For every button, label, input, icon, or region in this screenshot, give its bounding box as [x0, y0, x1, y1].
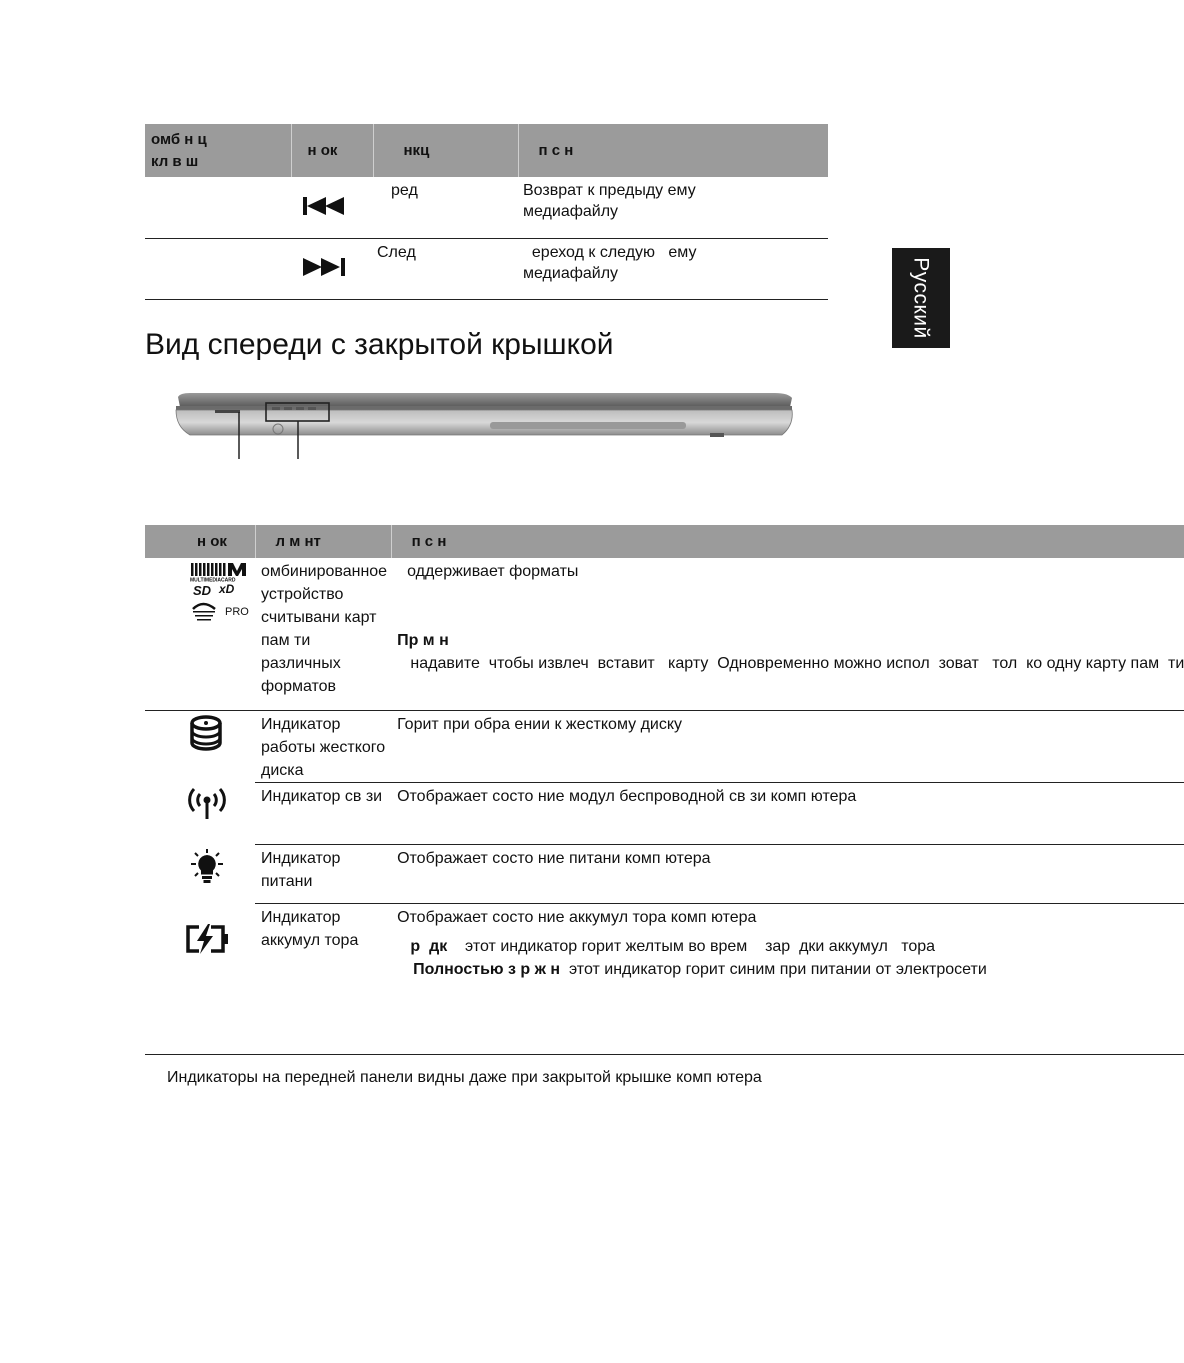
description-text: оддерживает форматы Пр м н надавите чтобы извлеч вставит карту Одновременно можно испол зоват тол ко одну карту пам ти: [391, 558, 1184, 710]
full-charge-note: Полностью з р ж н этот индикатор горит синим при питании от электросети: [413, 960, 987, 978]
element-label: Индикатор питани: [261, 849, 341, 890]
description-text: Возврат к предыду ему медиафайлу: [523, 182, 696, 220]
svg-text:PRO: PRO: [225, 606, 249, 618]
laptop-front-illustration: [170, 385, 800, 465]
table-row: [145, 177, 828, 238]
table-row: [145, 844, 1184, 903]
next-track-icon: [291, 238, 373, 299]
wireless-icon: [145, 782, 255, 844]
page-title: Вид спереди с закрытой крышкой: [145, 328, 614, 361]
header-element: л м нт: [255, 525, 391, 558]
description-text: Отображает состо ние модул беспроводной св зи комп ютера: [397, 787, 857, 805]
element-label: Индикатор работы жесткого диска: [261, 715, 386, 779]
svg-text:xD: xD: [219, 582, 235, 596]
description-text: Отображает состо ние аккумул тора комп ютера р дк этот индикатор горит желтым во врем зар дки аккумул тора Полностью з р ж н этот индикатор горит синим при питании от электросети: [391, 903, 1184, 1054]
element-label: Индикатор аккумул тора: [261, 908, 359, 949]
power-icon: [145, 844, 255, 903]
table-header: [145, 525, 1184, 558]
header-icon: н ок: [291, 124, 373, 177]
battery-charging-icon: [145, 903, 255, 1054]
function-label: ред: [391, 182, 418, 199]
header-combination: омб н ц кл в ш: [145, 124, 291, 177]
header-function: нкц: [373, 124, 518, 177]
footnote: Индикаторы на передней панели видны даже при закрытой крышке комп ютера: [167, 1069, 762, 1086]
table-row: [145, 710, 1184, 782]
table-row: [145, 782, 1184, 844]
previous-track-icon: [291, 177, 373, 238]
memory-card-formats-icon: [145, 558, 255, 710]
element-label: омбинированное устройство считывани карт пам ти различных форматов: [261, 563, 388, 695]
header-icon: н ок: [145, 525, 255, 558]
table-row: [145, 903, 1184, 1054]
description-text: Горит при обра ении к жесткому диску: [397, 715, 683, 733]
header-description: п с н: [411, 533, 447, 550]
svg-text:MULTIMEDIACARD: MULTIMEDIACARD: [190, 577, 236, 584]
hotkeys-table: [145, 124, 828, 300]
table-row: [145, 558, 1184, 710]
header-description: п с н: [538, 142, 574, 159]
description-text: Отображает состо ние питани комп ютера: [397, 849, 711, 867]
function-label: След: [377, 243, 416, 261]
table-header: [145, 124, 828, 177]
language-tab: Русский: [892, 248, 950, 348]
element-label: Индикатор св зи: [261, 787, 383, 805]
note-text: Пр м н надавите чтобы извлеч вставит карту Одновременно можно испол зоват тол ко одну карту пам ти: [397, 632, 1184, 672]
charging-note: р дк этот индикатор горит желтым во врем зар дки аккумул тора: [397, 937, 936, 955]
svg-text:SD: SD: [193, 583, 212, 598]
hdd-icon: [145, 710, 255, 782]
description-text: ереход к следую ему медиафайлу: [523, 243, 697, 282]
table-row: [145, 238, 828, 299]
indicators-table: [145, 525, 1184, 1055]
